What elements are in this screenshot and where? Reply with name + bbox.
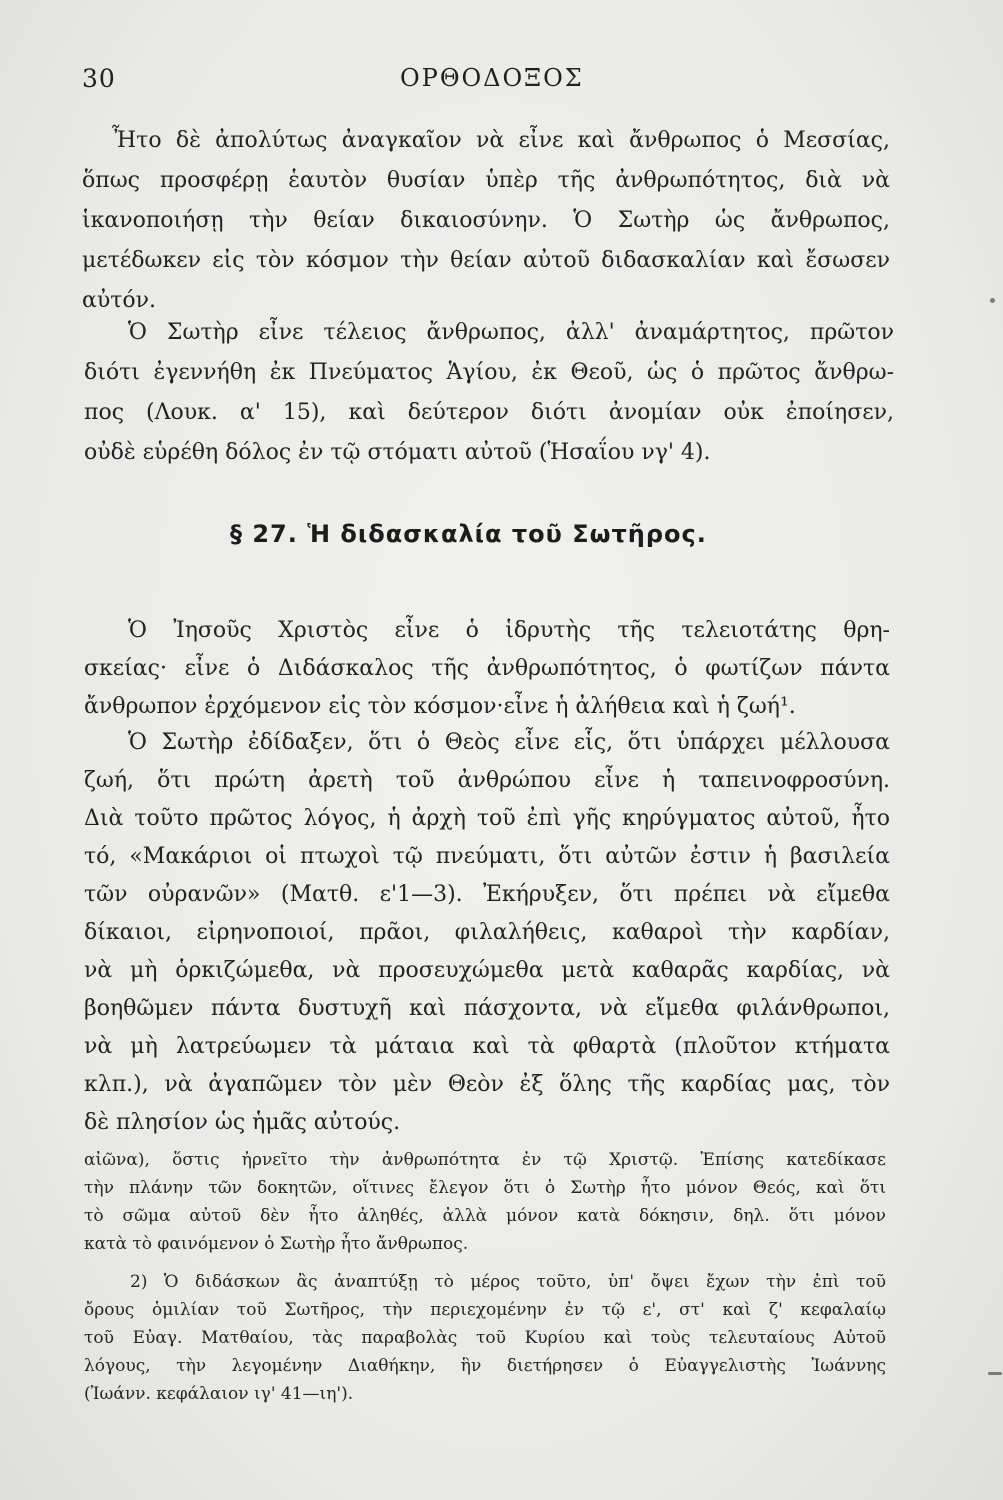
paragraph-line: δὲ πλησίον ὡς ἡμᾶς αὐτούς. — [84, 1110, 401, 1135]
paragraph-line: μετέδωκεν εἰς τὸν κόσμον τὴν θείαν αὐτοῦ διδασκαλίαν καὶ ἔσωσεν — [82, 248, 890, 273]
paragraph-line: Διὰ τοῦτο πρῶτος λόγος, ἡ ἀρχὴ τοῦ ἐπὶ γῆς κηρύγματος αὐτοῦ, ἦτο — [84, 806, 890, 831]
paragraph-line: Ὁ Ἰησοῦς Χριστὸς εἶνε ὁ ἱδρυτὴς τῆς τελειοτάτης θρη- — [128, 618, 890, 643]
footnote-line: κατὰ τὸ φαινόμενον ὁ Σωτὴρ ἦτο ἄνθρωπος. — [84, 1234, 469, 1254]
paragraph-line: αὐτόν. — [82, 288, 157, 313]
footnote-line: λόγους, τὴν λεγομένην Διαθήκην, ἣν διετήρησεν ὁ Εὐαγγελιστὴς Ἰωάννης — [84, 1356, 886, 1376]
footnote-line: 2) Ὁ διδάσκων ἂς ἀναπτύξῃ τὸ μέρος τοῦτο, ὑπ' ὄψει ἔχων τὴν ἐπὶ τοῦ — [130, 1272, 886, 1292]
paragraph-line: δίκαιοι, εἰρηνοποιοί, πρᾶοι, φιλαλήθεις, καθαροὶ τὴν καρδίαν, — [84, 920, 890, 945]
page-header — [82, 64, 882, 104]
paragraph-line: σκείας· εἶνε ὁ Διδάσκαλος τῆς ἀνθρωπότητος, ὁ φωτίζων πάντα — [84, 656, 890, 681]
paragraph-line: Ὁ Σωτὴρ εἶνε τέλειος ἄνθρωπος, ἀλλ' ἀναμάρτητος, πρῶτον — [128, 320, 894, 345]
section-heading: § 27. Ἡ διδασκαλία τοῦ Σωτῆρος. — [230, 520, 707, 548]
paragraph-line: Ἦτο δὲ ἀπολύτως ἀναγκαῖον νὰ εἶνε καὶ ἄνθρωπος ὁ Μεσσίας, — [112, 128, 890, 153]
footnote-line: (Ἰωάνν. κεφάλαιον ιγ' 41—ιη'). — [84, 1384, 354, 1404]
paragraph-line: νὰ μὴ ὁρκιζώμεθα, νὰ προσευχώμεθα μετὰ καθαρᾶς καρδίας, νὰ — [84, 958, 890, 983]
paragraph-line: νὰ μὴ λατρεύωμεν τὰ μάταια καὶ τὰ φθαρτὰ (πλοῦτον κτήματα — [84, 1034, 890, 1059]
paragraph-line: πος (Λουκ. α' 15), καὶ δεύτερον διότι ἀνομίαν οὐκ ἐποίησεν, — [84, 400, 894, 425]
scan-speck — [990, 298, 995, 303]
paragraph-line: διότι ἐγεννήθη ἐκ Πνεύματος Ἁγίου, ἐκ Θεοῦ, ὡς ὁ πρῶτος ἄνθρω- — [84, 360, 894, 385]
page-number: 30 — [82, 64, 116, 93]
footnote-line: ὄρους ὁμιλίαν τοῦ Σωτῆρος, τὴν περιεχομένην ἐν τῷ ε', στ' καὶ ζ' κεφαλαίῳ — [84, 1300, 886, 1320]
paragraph-line: ἄνθρωπον ἐρχόμενον εἰς τὸν κόσμον·εἶνε ἡ ἀλήθεια καὶ ἡ ζωή¹. — [84, 694, 796, 719]
paragraph-line: οὐδὲ εὑρέθη δόλος ἐν τῷ στόματι αὐτοῦ (Ἡσαΐου νγ' 4). — [84, 440, 711, 465]
paragraph-line: τό, «Μακάριοι οἱ πτωχοὶ τῷ πνεύματι, ὅτι αὐτῶν ἐστιν ἡ βασιλεία — [84, 844, 890, 869]
running-title: ΟΡΘΟΔΟΞΟΣ — [400, 64, 584, 92]
paragraph-line: κλπ.), νὰ ἀγαπῶμεν τὸν μὲν Θεὸν ἐξ ὅλης τῆς καρδίας μας, τὸν — [84, 1072, 890, 1097]
footnote-line: τοῦ Εὐαγ. Ματθαίου, τὰς παραβολὰς τοῦ Κυρίου καὶ τοὺς τελευταίους Αὐτοῦ — [84, 1328, 886, 1348]
paragraph-line: Ὁ Σωτὴρ ἐδίδαξεν, ὅτι ὁ Θεὸς εἶνε εἷς, ὅτι ὑπάρχει μέλλουσα — [128, 730, 890, 755]
paragraph-line: τῶν οὐρανῶν» (Ματθ. ε'1—3). Ἐκήρυξεν, ὅτι πρέπει νὰ εἴμεθα — [84, 882, 890, 907]
scan-speck — [988, 1372, 1002, 1375]
footnote-line: αἰῶνα), ὅστις ἠρνεῖτο τὴν ἀνθρωπότητα ἐν τῷ Χριστῷ. Ἐπίσης κατεδίκασε — [84, 1150, 886, 1170]
footnote-line: τὸ σῶμα αὐτοῦ δὲν ἦτο ἀληθές, ἀλλὰ μόνον κατὰ δόκησιν, δηλ. ὅτι μόνον — [84, 1206, 886, 1226]
paragraph-line: ὅπως προσφέρῃ ἑαυτὸν θυσίαν ὑπὲρ τῆς ἀνθρωπότητος, διὰ νὰ — [82, 168, 890, 193]
paragraph-line: βοηθῶμεν πάντα δυστυχῆ καὶ πάσχοντα, νὰ εἴμεθα φιλάνθρωποι, — [84, 996, 890, 1021]
footnote-line: τὴν πλάνην τῶν δοκητῶν, οἵτινες ἔλεγον ὅτι ὁ Σωτὴρ ἦτο μόνον Θεός, καὶ ὅτι — [84, 1178, 886, 1198]
paragraph-line: ζωή, ὅτι πρώτη ἀρετὴ τοῦ ἀνθρώπου εἶνε ἡ ταπεινοφροσύνη. — [84, 768, 890, 793]
paragraph-line: ἱκανοποιήσῃ τὴν θείαν δικαιοσύνην. Ὁ Σωτὴρ ὡς ἄνθρωπος, — [82, 208, 890, 233]
